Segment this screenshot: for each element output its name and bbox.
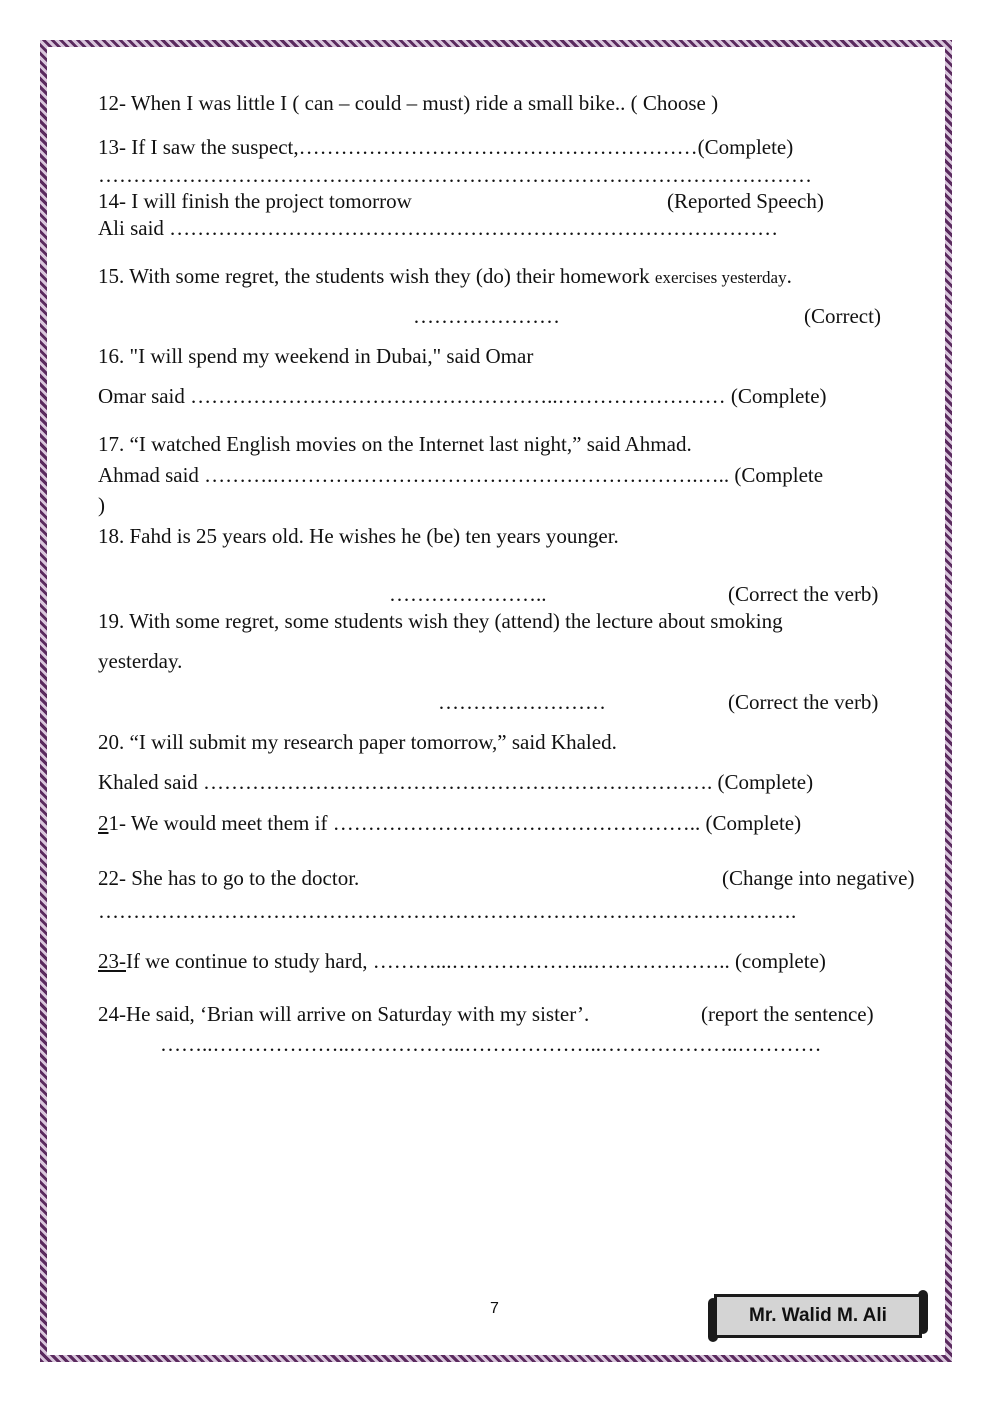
answer-line-16: Omar said ……………………………………………..…………………… (Complete) (98, 384, 827, 408)
question-19-instruction: (Correct the verb) (728, 690, 879, 714)
question-18-instruction: (Correct the verb) (728, 582, 879, 606)
question-21-text: 1- We would meet them if …………………………………………….. (Complete) (108, 811, 802, 835)
author-name: Mr. Walid M. Ali (714, 1294, 922, 1338)
question-23 (98, 949, 826, 973)
answer-line-24: ……..………………..……………..………………..………………..………… (160, 1032, 822, 1056)
question-14-instruction: (Reported Speech) (667, 189, 824, 213)
answer-line-17-paren: ) (98, 493, 105, 517)
question-19: 19. With some regret, some students wish they (attend) the lecture about smoking (98, 609, 783, 633)
question-24: 24-He said, ‘Brian will arrive on Saturday with my sister’. (98, 1002, 590, 1026)
question-16: 16. "I will spend my weekend in Dubai," said Omar (98, 344, 534, 368)
question-21-number: 2 (98, 811, 109, 835)
question-13: 13- If I saw the suspect,…………………………………………………(Complete) (98, 135, 794, 159)
author-banner (708, 1290, 928, 1344)
question-18: 18. Fahd is 25 years old. He wishes he (be) ten years younger. (98, 524, 619, 548)
question-24-instruction: (report the sentence) (701, 1002, 874, 1026)
question-15-instruction: (Correct) (804, 304, 881, 328)
answer-line-22: ………………………………………………………………………………………. (98, 899, 797, 923)
answer-line-20: Khaled said ………………………………………………………………. (Complete) (98, 770, 814, 794)
question-23-text: If we continue to study hard, ………...………………...……………….. (complete) (126, 949, 826, 973)
answer-line-18: ………………….. (389, 582, 547, 606)
question-22: 22- She has to go to the doctor. (98, 866, 360, 890)
question-20: 20. “I will submit my research paper tomorrow,” said Khaled. (98, 730, 617, 754)
answer-line-17: Ahmad said ……….…………………………………………………….….. (Complete (98, 463, 824, 487)
question-22-instruction: (Change into negative) (722, 866, 915, 890)
question-15-small: exercises yesterday (654, 268, 787, 287)
question-21 (98, 811, 801, 835)
question-17: 17. “I watched English movies on the Internet last night,” said Ahmad. (98, 432, 692, 456)
question-14: 14- I will finish the project tomorrow (98, 189, 412, 213)
answer-line-15: ………………… (413, 304, 560, 328)
question-12: 12- When I was little I ( can – could – must) ride a small bike.. ( Choose ) (98, 91, 719, 115)
question-15-main: 15. With some regret, the students wish they (do) their homework (98, 264, 650, 288)
answer-line-14: Ali said …………………………………………………………………………… (98, 216, 779, 240)
page-number: 7 (490, 1300, 499, 1317)
answer-line-13: ………………………………………………………………………………………… (98, 163, 812, 187)
answer-line-19: …………………… (438, 690, 606, 714)
question-15 (98, 264, 792, 290)
question-19-continued: yesterday. (98, 649, 183, 673)
question-15-end: . (786, 264, 792, 288)
question-23-number: 23- (98, 949, 126, 973)
